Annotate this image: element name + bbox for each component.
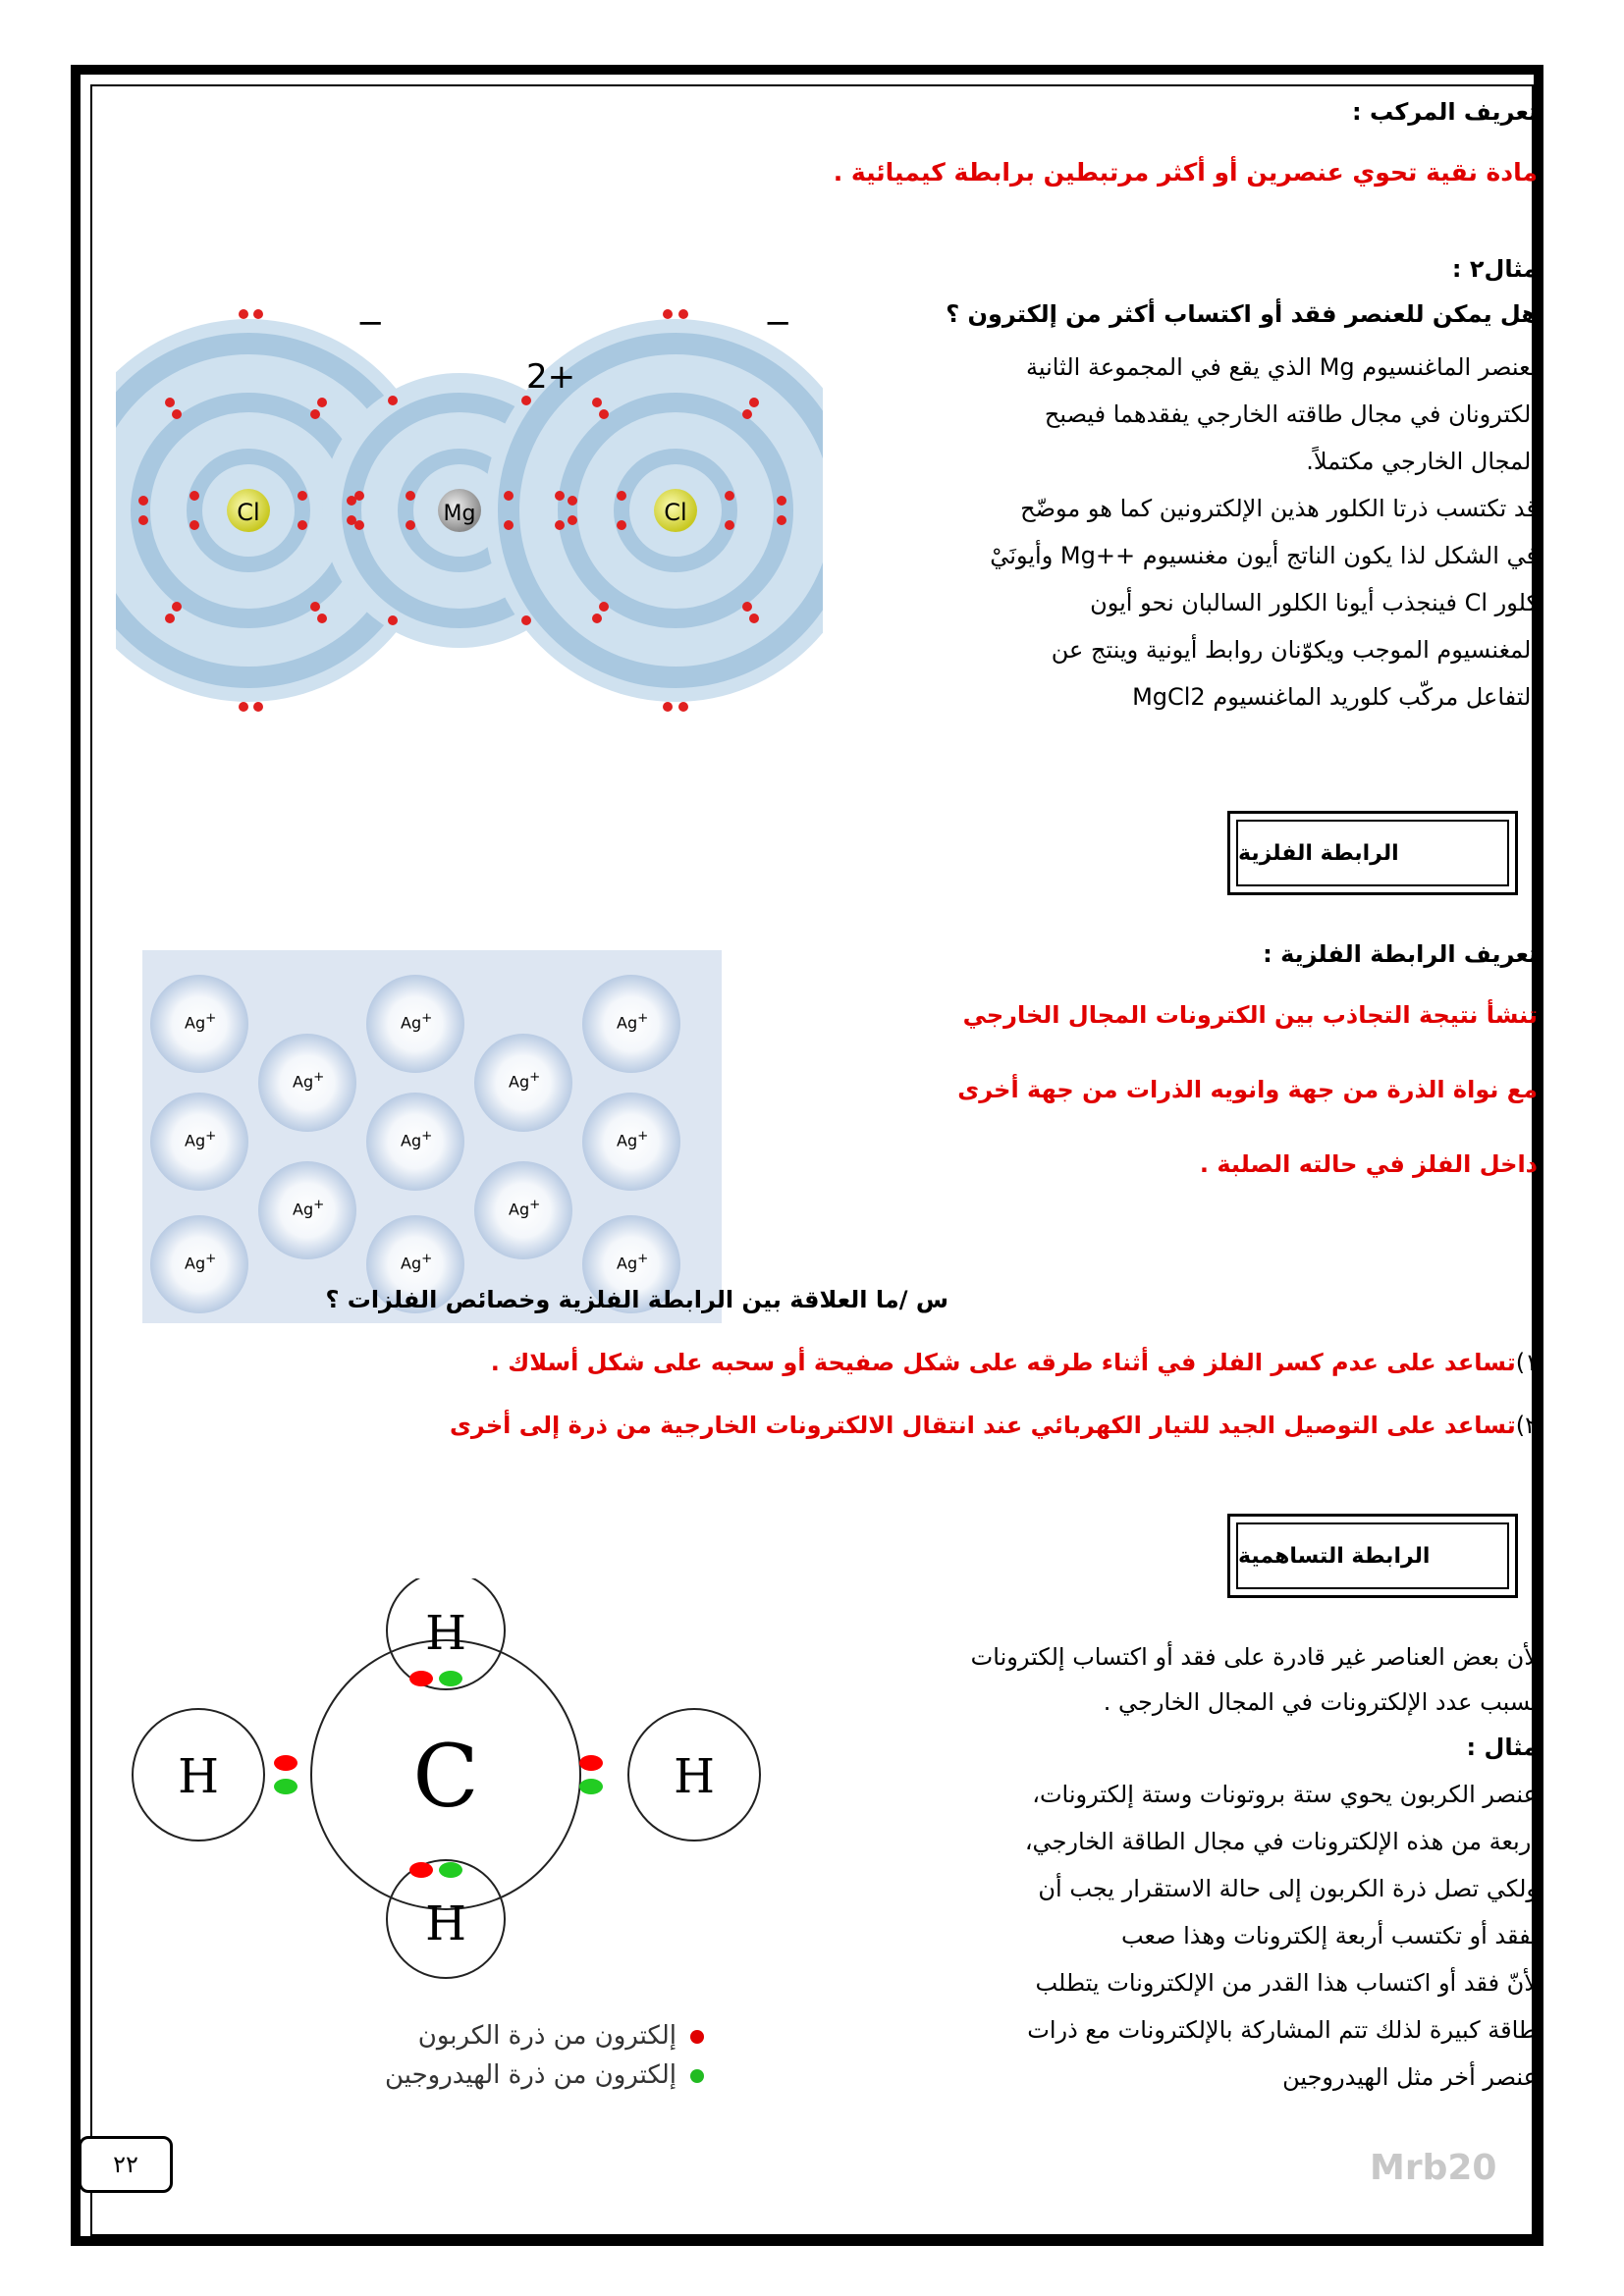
answer-text: تساعد على التوصيل الجيد للتيار الكهربائي عند انتقال الالكترونات الخارجية من ذرة إلى أخرى	[449, 1412, 1516, 1439]
metallic-def-line: مع نواة الذرة من جهة وانويه الذرات من جهة أخرى	[957, 1076, 1538, 1103]
covalent-example-line: أربعة من هذه الإلكترونات في مجال الطاقة الخارجي،	[1024, 1828, 1538, 1855]
carbon-symbol: C	[412, 1726, 479, 1827]
covalent-example-line: عنصر أخر مثل الهيدروجين	[1282, 2063, 1538, 2091]
covalent-example-line: عنصر الكربون يحوي ستة بروتونات وستة إلكترونات،	[1032, 1781, 1538, 1808]
covalent-example-line: طاقة كبيرة لذلك تتم المشاركة بالإلكترونات مع ذرات	[1027, 2016, 1538, 2044]
hydrogen-top-symbol: H	[425, 1606, 466, 1661]
example2-line: كلور Cl فينجذب أيونا الكلور السالبان نحو أيون	[1090, 589, 1538, 616]
page-number: ٢٢	[79, 2136, 173, 2193]
silver-lattice-figure	[142, 950, 722, 1323]
covalent-example-label: مثال :	[1466, 1734, 1538, 1761]
mgcl2-ionic-figure	[116, 285, 823, 736]
metallic-question: س /ما العلاقة بين الرابطة الفلزية وخصائص الفلزات ؟	[325, 1286, 948, 1313]
metallic-def-line: داخل الفلز في حالته الصلبة .	[1199, 1150, 1538, 1178]
example2-line: إلكترونان في مجال طاقته الخارجي يفقدهما فيصبح	[1044, 400, 1538, 428]
answer-number: ١)	[1515, 1349, 1538, 1376]
methane-diagram	[113, 1578, 781, 2001]
covalent-example-line: تفقد أو تكتسب أربعة إلكترونات وهذا صعب	[1120, 1922, 1538, 1949]
ion-label: Ag+	[401, 1129, 433, 1150]
chlorine-right-charge: −	[764, 303, 792, 343]
example2-line: التفاعل مركّب كلوريد الماغنسيوم MgCl2	[1132, 683, 1538, 711]
covalent-example-line: لأنّ فقد أو اكتساب هذا القدر من الإلكترونات يتطلب	[1035, 1969, 1538, 1997]
ion-label: Ag+	[617, 1252, 649, 1273]
compound-definition: مادة نقية تحوي عنصرين أو أكثر مرتبطين برابطة كيميائية .	[833, 158, 1538, 187]
example2-line: لعنصر الماغنسيوم Mg الذي يقع في المجموعة الثانية	[1026, 353, 1538, 381]
ion-label: Ag+	[617, 1129, 649, 1150]
metallic-def-line: تنشأ نتيجة التجاذب بين الكترونات المجال الخارجي	[962, 1001, 1538, 1029]
metallic-def-title: تعريف الرابطة الفلزية :	[1263, 940, 1538, 968]
answer-text: تساعد على عدم كسر الفلز في أثناء طرقه على شكل صفيحة أو سحبه على شكل أسلاك .	[490, 1349, 1516, 1376]
magnesium-charge: 2+	[526, 357, 576, 397]
legend-hydrogen-dot	[690, 2069, 704, 2083]
hydrogen-right-symbol: H	[674, 1749, 715, 1804]
example2-line: في الشكل لذا يكون الناتج أيون مغنسيوم ++Mg وأيونَيْ	[990, 542, 1538, 569]
ion-label: Ag+	[293, 1198, 325, 1219]
ion-label: Ag+	[401, 1011, 433, 1033]
watermark: Mrb20	[1370, 2148, 1497, 2188]
legend-item-hydrogen	[385, 2059, 704, 2091]
metallic-bond-heading-box	[1227, 811, 1518, 895]
covalent-bond-heading: الرابطة التساهمية	[1238, 1543, 1431, 1569]
magnesium-symbol: Mg	[443, 502, 476, 526]
ion-label: Ag+	[185, 1129, 217, 1150]
example2-label: مثال٢ :	[1451, 255, 1538, 283]
legend-carbon-label: إلكترون من ذرة الكربون	[417, 2021, 677, 2051]
metallic-answer-1	[491, 1347, 1538, 1378]
hydrogen-bottom-symbol: H	[425, 1896, 466, 1951]
chlorine-right-symbol: Cl	[664, 499, 687, 526]
chlorine-left-charge: −	[356, 303, 385, 343]
ion-label: Ag+	[293, 1070, 325, 1092]
chlorine-left-symbol: Cl	[237, 499, 260, 526]
legend-carbon-dot	[690, 2030, 704, 2044]
metallic-answer-2	[450, 1410, 1538, 1441]
covalent-intro-line: لأن بعض العناصر غير قادرة على فقد أو اكتساب إلكترونات	[970, 1643, 1538, 1671]
example2-line: قد تكتسب ذرتا الكلور هذين الإلكترونين كما هو موضّح	[1020, 495, 1538, 522]
ion-label: Ag+	[509, 1198, 541, 1219]
example2-line: المجال الخارجي مكتملاً.	[1306, 448, 1538, 475]
ion-label: Ag+	[401, 1252, 433, 1273]
legend-item-carbon	[418, 2020, 704, 2052]
ion-label: Ag+	[617, 1011, 649, 1033]
ion-label: Ag+	[185, 1011, 217, 1033]
legend-hydrogen-label: إلكترون من ذرة الهيدروجين	[384, 2060, 677, 2090]
example2-line: المغنسيوم الموجب ويكوّنان روابط أيونية وينتج عن	[1051, 636, 1538, 664]
ion-label: Ag+	[509, 1070, 541, 1092]
hydrogen-left-symbol: H	[178, 1749, 219, 1804]
example2-question: هل يمكن للعنصر فقد أو اكتساب أكثر من إلكترون ؟	[946, 300, 1538, 328]
covalent-intro-line: بسبب عدد الإلكترونات في المجال الخارجي .	[1103, 1688, 1538, 1716]
covalent-example-line: ولكي تصل ذرة الكربون إلى حالة الاستقرار يجب أن	[1038, 1875, 1538, 1902]
covalent-bond-heading-box	[1227, 1514, 1518, 1598]
compound-title: تعريف المركب :	[1351, 98, 1538, 126]
ion-label: Ag+	[185, 1252, 217, 1273]
metallic-bond-heading: الرابطة الفلزية	[1238, 840, 1399, 866]
answer-number: ٢)	[1515, 1412, 1538, 1439]
